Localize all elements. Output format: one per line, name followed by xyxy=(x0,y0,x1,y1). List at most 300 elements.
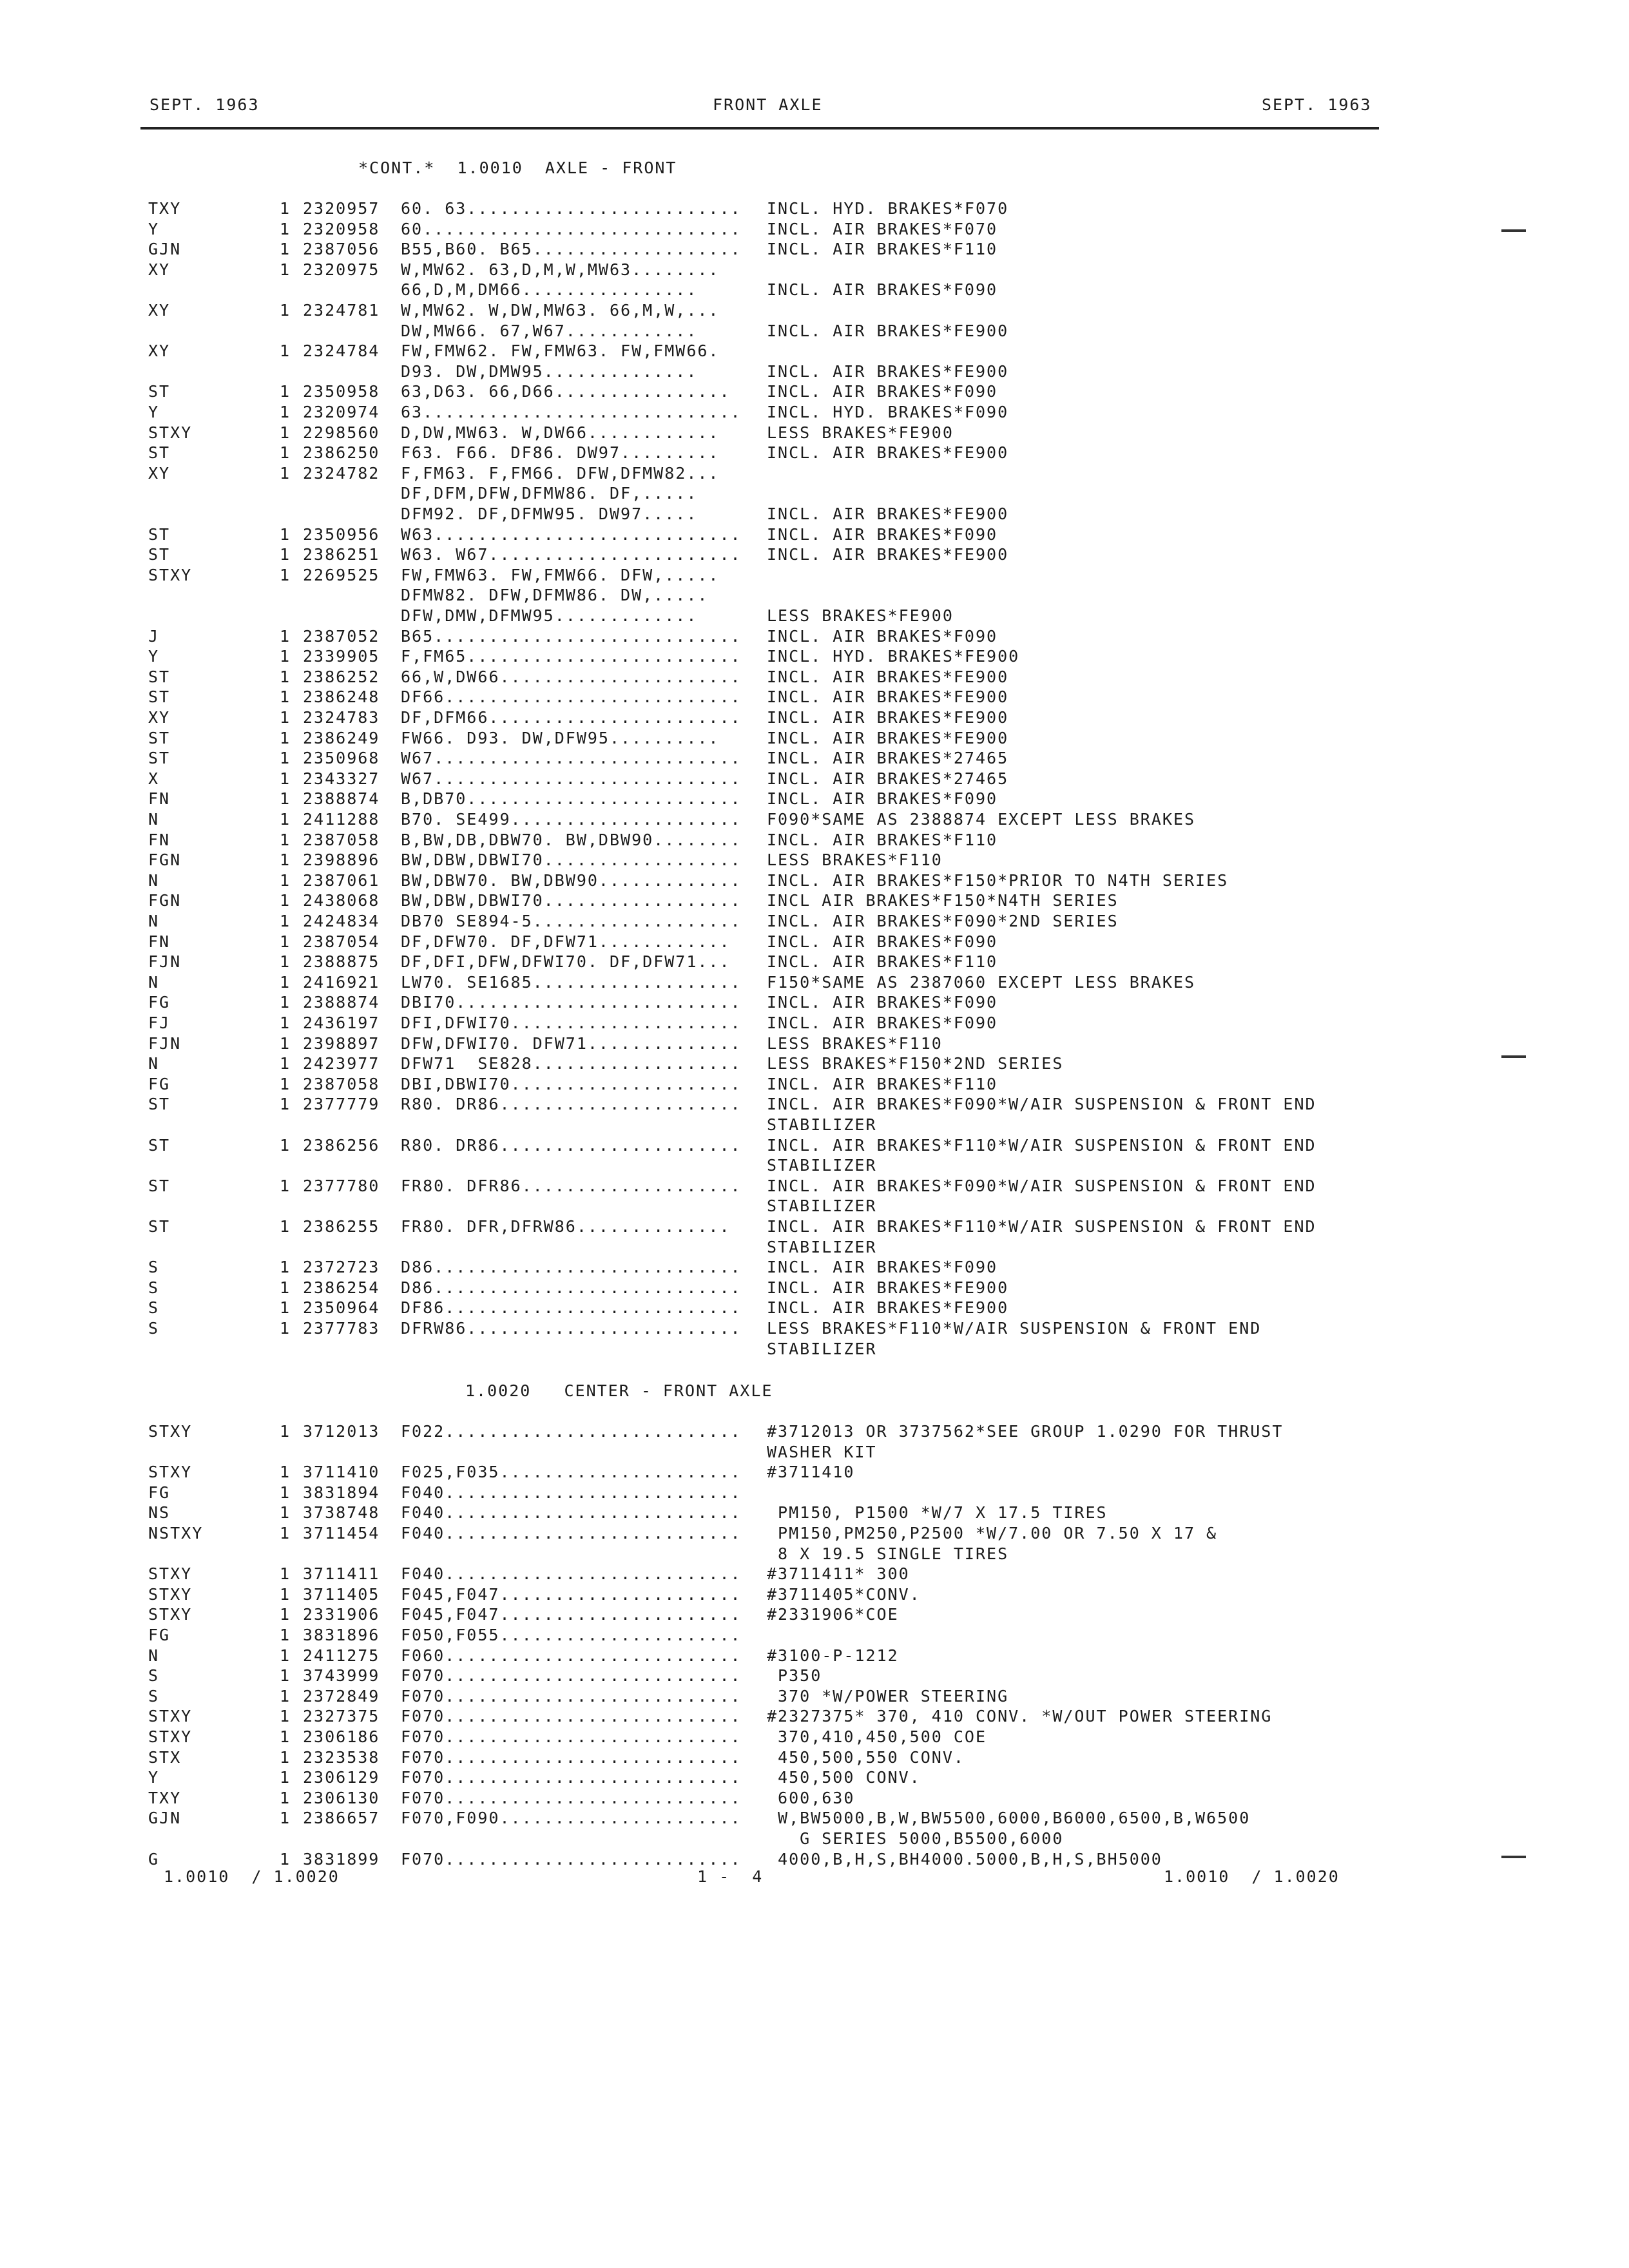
parts-line xyxy=(0,504,1629,524)
parts-line xyxy=(0,1094,1629,1115)
parts-line xyxy=(0,1604,1629,1625)
model-application: W63............................ xyxy=(401,524,742,544)
series-code: Y xyxy=(148,647,160,666)
quantity: 1 xyxy=(280,972,291,992)
description: LESS BRAKES*F110 xyxy=(767,850,943,870)
series-code: FGN xyxy=(148,891,182,910)
parts-line xyxy=(0,1666,1629,1686)
description: LESS BRAKES*F110*W/AIR SUSPENSION & FRONT END xyxy=(767,1319,1262,1338)
parts-line xyxy=(0,280,1629,300)
quantity: 1 xyxy=(280,749,291,768)
part-number: 2388874 xyxy=(303,993,380,1012)
part-number: 2423977 xyxy=(303,1054,380,1073)
series-code: ST xyxy=(148,524,171,544)
model-application: 63............................. xyxy=(401,403,742,421)
model-application: BW,DBW,DBWI70.................. xyxy=(401,850,742,870)
description: INCL. AIR BRAKES*FE900 xyxy=(767,728,1009,747)
parts-line xyxy=(0,1115,1629,1135)
model-application: F070........................... xyxy=(401,1768,742,1787)
parts-line xyxy=(0,850,1629,870)
model-application: F070,F090...................... xyxy=(401,1809,742,1828)
series-code: XY xyxy=(148,708,171,727)
description: LESS BRAKES*FE900 xyxy=(767,606,954,625)
model-application: W63. W67....................... xyxy=(401,545,742,564)
description: PM150, P1500 *W/7 X 17.5 TIRES xyxy=(767,1503,1108,1523)
parts-line xyxy=(0,830,1629,850)
part-number: 3712013 xyxy=(303,1422,380,1441)
quantity: 1 xyxy=(280,524,291,544)
model-application: D,DW,MW63. W,DW66............ xyxy=(401,423,720,442)
model-application: FR80. DFR,DFRW86.............. xyxy=(401,1217,731,1236)
parts-line xyxy=(0,1686,1629,1707)
quantity: 1 xyxy=(280,1707,291,1726)
header-title: FRONT AXLE xyxy=(713,95,823,114)
model-application: F040........................... xyxy=(401,1564,742,1584)
parts-line xyxy=(0,1706,1629,1727)
part-number: 2324783 xyxy=(303,708,380,727)
model-application: F045,F047...................... xyxy=(401,1605,742,1624)
model-application: F,FM65......................... xyxy=(401,647,742,666)
description: INCL. AIR BRAKES*F090 xyxy=(767,382,998,401)
description: INCL. AIR BRAKES*F110 xyxy=(767,952,998,972)
description: #3711411* 300 xyxy=(767,1564,910,1584)
quantity: 1 xyxy=(280,443,291,463)
part-number: 2411275 xyxy=(303,1646,380,1665)
quantity: 1 xyxy=(280,810,291,829)
series-code: STXY xyxy=(148,1605,193,1624)
series-code: ST xyxy=(148,687,171,707)
parts-line xyxy=(0,1646,1629,1666)
quantity: 1 xyxy=(280,1626,291,1644)
quantity: 1 xyxy=(280,1646,291,1665)
description: INCL. AIR BRAKES*FE900 xyxy=(767,1298,1009,1318)
series-code: ST xyxy=(148,1095,171,1114)
series-code: STX xyxy=(148,1747,182,1767)
parts-line xyxy=(0,198,1629,219)
quantity: 1 xyxy=(280,240,291,259)
model-application: 60............................. xyxy=(401,219,742,238)
model-application: DF,DFM,DFW,DFMW86. DF,..... xyxy=(401,484,698,503)
part-number: 2320975 xyxy=(303,260,380,279)
series-code: Y xyxy=(148,219,160,238)
part-number: 2269525 xyxy=(303,565,380,584)
parts-line xyxy=(0,911,1629,932)
model-application: 66,D,M,DM66................ xyxy=(401,280,698,300)
description: INCL. AIR BRAKES*FE900 xyxy=(767,708,1009,727)
part-number: 2386657 xyxy=(303,1809,380,1828)
part-number: 2339905 xyxy=(303,647,380,666)
model-application: DFW,DFWI70. DFW71.............. xyxy=(401,1033,742,1053)
part-number: 2438068 xyxy=(303,891,380,910)
model-application: DFRW86......................... xyxy=(401,1319,742,1338)
quantity: 1 xyxy=(280,1605,291,1624)
parts-line xyxy=(0,1625,1629,1646)
model-application: D86............................ xyxy=(401,1258,742,1277)
parts-line xyxy=(0,341,1629,361)
series-code: Y xyxy=(148,1768,160,1787)
parts-line xyxy=(0,932,1629,952)
description: LESS BRAKES*F150*2ND SERIES xyxy=(767,1054,1064,1073)
description: INCL. AIR BRAKES*F090 xyxy=(767,626,998,646)
description: INCL. AIR BRAKES*F090 xyxy=(767,789,998,809)
part-number: 2323538 xyxy=(303,1747,380,1767)
quantity: 1 xyxy=(280,1095,291,1114)
model-application: DF66........................... xyxy=(401,687,742,707)
part-number: 2306186 xyxy=(303,1727,380,1746)
description: INCL. AIR BRAKES*F110 xyxy=(767,1074,998,1093)
part-number: 2386249 xyxy=(303,728,380,747)
model-application: F070........................... xyxy=(401,1849,742,1869)
model-application: F070........................... xyxy=(401,1788,742,1807)
model-application: LW70. SE1685................... xyxy=(401,972,742,992)
parts-line xyxy=(0,789,1629,809)
series-code: GJN xyxy=(148,1809,182,1828)
parts-line xyxy=(0,972,1629,993)
model-application: FR80. DFR86.................... xyxy=(401,1176,742,1195)
description: INCL. AIR BRAKES*F090 xyxy=(767,524,998,544)
part-number: 2377783 xyxy=(303,1319,380,1338)
description: INCL. AIR BRAKES*F110*W/AIR SUSPENSION & FRONT END xyxy=(767,1217,1316,1236)
description: STABILIZER xyxy=(767,1156,877,1175)
parts-line xyxy=(0,565,1629,586)
part-number: 2436197 xyxy=(303,1014,380,1032)
series-code: X xyxy=(148,769,160,788)
description: INCL. AIR BRAKES*F150*PRIOR TO N4TH SERIES xyxy=(767,870,1229,890)
quantity: 1 xyxy=(280,647,291,666)
parts-line xyxy=(0,728,1629,749)
parts-line xyxy=(0,1442,1629,1463)
description: STABILIZER xyxy=(767,1115,877,1134)
part-number: 2387052 xyxy=(303,626,380,646)
quantity: 1 xyxy=(280,1768,291,1787)
quantity: 1 xyxy=(280,1298,291,1318)
description: INCL. AIR BRAKES*FE900 xyxy=(767,687,1009,707)
parts-line xyxy=(0,769,1629,789)
model-application: 60. 63......................... xyxy=(401,199,742,218)
quantity: 1 xyxy=(280,1319,291,1338)
parts-line xyxy=(0,1339,1629,1360)
description: INCL. AIR BRAKES*F110 xyxy=(767,830,998,849)
parts-line xyxy=(0,1278,1629,1298)
parts-line xyxy=(0,239,1629,260)
quantity: 1 xyxy=(280,463,291,483)
part-number: 2324782 xyxy=(303,463,380,483)
model-application: DFM92. DF,DFMW95. DW97..... xyxy=(401,505,698,523)
parts-line xyxy=(0,667,1629,687)
model-application: DFI,DFWI70..................... xyxy=(401,1014,742,1032)
series-code: FN xyxy=(148,789,171,809)
parts-line xyxy=(0,1808,1629,1829)
part-number: 2424834 xyxy=(303,912,380,930)
description: INCL. AIR BRAKES*F090*W/AIR SUSPENSION & FRONT END xyxy=(767,1176,1316,1195)
description: INCL. AIR BRAKES*FE900 xyxy=(767,545,1009,564)
model-application: DBI,DBWI70..................... xyxy=(401,1074,742,1093)
parts-line xyxy=(0,1053,1629,1074)
model-application: F040........................... xyxy=(401,1503,742,1523)
quantity: 1 xyxy=(280,1503,291,1523)
description: INCL. AIR BRAKES*FE900 xyxy=(767,505,1009,523)
series-code: ST xyxy=(148,545,171,564)
parts-line xyxy=(0,748,1629,769)
description: WASHER KIT xyxy=(767,1442,877,1461)
description: INCL AIR BRAKES*F150*N4TH SERIES xyxy=(767,891,1119,910)
description: #3711410 xyxy=(767,1463,855,1482)
series-code: J xyxy=(148,626,160,646)
model-application: D86............................ xyxy=(401,1278,742,1297)
series-code: XY xyxy=(148,301,171,320)
parts-line xyxy=(0,992,1629,1013)
footer-page-number: 1 - 4 xyxy=(697,1867,764,1886)
model-application: F040........................... xyxy=(401,1524,742,1542)
model-application: DF,DFW70. DF,DFW71............ xyxy=(401,932,731,951)
part-number: 2327375 xyxy=(303,1707,380,1726)
quantity: 1 xyxy=(280,382,291,401)
parts-line xyxy=(0,646,1629,667)
header-date-right: SEPT. 1963 xyxy=(1262,95,1372,114)
part-number: 2386254 xyxy=(303,1278,380,1297)
parts-line xyxy=(0,381,1629,402)
parts-line xyxy=(0,361,1629,382)
footer-group-right: 1.0010 / 1.0020 xyxy=(1164,1867,1340,1886)
part-number: 2411288 xyxy=(303,810,380,829)
parts-line xyxy=(0,402,1629,423)
parts-line xyxy=(0,544,1629,565)
part-number: 2306129 xyxy=(303,1768,380,1787)
part-number: 2398896 xyxy=(303,850,380,870)
description: 8 X 19.5 SINGLE TIRES xyxy=(767,1544,1009,1563)
model-application: B55,B60. B65................... xyxy=(401,240,742,259)
series-code: STXY xyxy=(148,1707,193,1726)
model-application: FW66. D93. DW,DFW95.......... xyxy=(401,728,720,747)
series-code: XY xyxy=(148,260,171,279)
parts-line xyxy=(0,463,1629,484)
model-application: DF,DFI,DFW,DFWI70. DF,DFW71... xyxy=(401,952,731,972)
quantity: 1 xyxy=(280,219,291,238)
model-application: R80. DR86...................... xyxy=(401,1095,742,1114)
part-number: 3711410 xyxy=(303,1463,380,1482)
parts-line xyxy=(0,1033,1629,1054)
quantity: 1 xyxy=(280,341,291,361)
part-number: 2387056 xyxy=(303,240,380,259)
part-number: 2320958 xyxy=(303,219,380,238)
series-code: FJN xyxy=(148,1033,182,1053)
quantity: 1 xyxy=(280,1422,291,1441)
parts-line xyxy=(0,1523,1629,1544)
quantity: 1 xyxy=(280,1584,291,1604)
parts-line xyxy=(0,300,1629,321)
parts-line xyxy=(0,1727,1629,1747)
description: INCL. AIR BRAKES*F090 xyxy=(767,280,998,300)
part-number: 3711405 xyxy=(303,1584,380,1604)
parts-line xyxy=(0,1421,1629,1442)
series-code: FGN xyxy=(148,850,182,870)
series-code: N xyxy=(148,1646,160,1665)
parts-line xyxy=(0,1013,1629,1033)
series-code: S xyxy=(148,1298,160,1318)
series-code: ST xyxy=(148,1176,171,1195)
description: #3711405*CONV. xyxy=(767,1584,921,1604)
series-code: S xyxy=(148,1258,160,1277)
quantity: 1 xyxy=(280,403,291,421)
quantity: 1 xyxy=(280,1014,291,1032)
series-code: STXY xyxy=(148,1463,193,1482)
quantity: 1 xyxy=(280,870,291,890)
quantity: 1 xyxy=(280,667,291,686)
series-code: ST xyxy=(148,667,171,686)
parts-line xyxy=(0,1237,1629,1258)
part-number: 2416921 xyxy=(303,972,380,992)
quantity: 1 xyxy=(280,789,291,809)
part-number: 2350964 xyxy=(303,1298,380,1318)
margin-mark xyxy=(1501,1856,1526,1858)
quantity: 1 xyxy=(280,1666,291,1686)
quantity: 1 xyxy=(280,1135,291,1155)
quantity: 1 xyxy=(280,830,291,849)
series-code: N xyxy=(148,972,160,992)
model-application: F070........................... xyxy=(401,1666,742,1686)
description: 370,410,450,500 COE xyxy=(767,1727,987,1746)
parts-line xyxy=(0,1544,1629,1564)
model-application: DF,DFM66....................... xyxy=(401,708,742,727)
description: 450,500 CONV. xyxy=(767,1768,921,1787)
parts-line xyxy=(0,1584,1629,1605)
model-application: F070........................... xyxy=(401,1686,742,1706)
quantity: 1 xyxy=(280,1483,291,1502)
description: INCL. AIR BRAKES*FE900 xyxy=(767,1278,1009,1297)
quantity: 1 xyxy=(280,993,291,1012)
description: PM150,PM250,P2500 *W/7.00 OR 7.50 X 17 & xyxy=(767,1524,1218,1542)
description: INCL. AIR BRAKES*27465 xyxy=(767,769,1009,788)
part-number: 3831896 xyxy=(303,1626,380,1644)
part-number: 2331906 xyxy=(303,1605,380,1624)
parts-line xyxy=(0,1176,1629,1196)
series-code: FN xyxy=(148,830,171,849)
part-number: 2387058 xyxy=(303,830,380,849)
quantity: 1 xyxy=(280,1258,291,1277)
description: LESS BRAKES*FE900 xyxy=(767,423,954,442)
parts-line xyxy=(0,606,1629,626)
description: #2331906*COE xyxy=(767,1605,899,1624)
series-code: NS xyxy=(148,1503,171,1523)
description: STABILIZER xyxy=(767,1196,877,1216)
part-number: 3711411 xyxy=(303,1564,380,1584)
series-code: STXY xyxy=(148,1727,193,1746)
series-code: STXY xyxy=(148,565,193,584)
series-code: N xyxy=(148,912,160,930)
quantity: 1 xyxy=(280,1278,291,1297)
model-application: FW,FMW63. FW,FMW66. DFW,..... xyxy=(401,565,720,584)
quantity: 1 xyxy=(280,199,291,218)
quantity: 1 xyxy=(280,728,291,747)
part-number: 2387058 xyxy=(303,1074,380,1093)
parts-line xyxy=(0,1503,1629,1523)
model-application: 66,W,DW66...................... xyxy=(401,667,742,686)
part-number: 2377780 xyxy=(303,1176,380,1195)
series-code: FG xyxy=(148,993,171,1012)
series-code: FN xyxy=(148,932,171,951)
part-number: 2398897 xyxy=(303,1033,380,1053)
part-number: 2350956 xyxy=(303,524,380,544)
series-code: STXY xyxy=(148,1422,193,1441)
parts-line xyxy=(0,219,1629,240)
part-number: 2324784 xyxy=(303,341,380,361)
part-number: 2343327 xyxy=(303,769,380,788)
model-application: W67............................ xyxy=(401,749,742,768)
model-application: D93. DW,DMW95.............. xyxy=(401,361,698,381)
part-number: 2386256 xyxy=(303,1135,380,1155)
quantity: 1 xyxy=(280,1809,291,1828)
series-code: S xyxy=(148,1686,160,1706)
quantity: 1 xyxy=(280,850,291,870)
section-title-center-front-axle: 1.0020 CENTER - FRONT AXLE xyxy=(465,1381,773,1400)
model-application: 63,D63. 66,D66................ xyxy=(401,382,731,401)
parts-line xyxy=(0,707,1629,728)
model-application: F040........................... xyxy=(401,1483,742,1502)
part-number: 2306130 xyxy=(303,1788,380,1807)
model-application: DFMW82. DFW,DFMW86. DW,..... xyxy=(401,586,709,605)
model-application: W,MW62. W,DW,MW63. 66,M,W,... xyxy=(401,301,720,320)
description: INCL. AIR BRAKES*F090 xyxy=(767,1258,998,1277)
parts-line xyxy=(0,1257,1629,1278)
quantity: 1 xyxy=(280,1849,291,1869)
description: G SERIES 5000,B5500,6000 xyxy=(767,1829,1064,1848)
description: INCL. AIR BRAKES*F110 xyxy=(767,240,998,259)
model-application: DFW,DMW,DFMW95............. xyxy=(401,606,698,625)
part-number: 2387061 xyxy=(303,870,380,890)
parts-line xyxy=(0,626,1629,647)
series-code: XY xyxy=(148,463,171,483)
series-code: NSTXY xyxy=(148,1524,204,1542)
parts-line xyxy=(0,1135,1629,1156)
description: INCL. HYD. BRAKES*F070 xyxy=(767,199,1009,218)
series-code: ST xyxy=(148,1217,171,1236)
part-number: 2350968 xyxy=(303,749,380,768)
quantity: 1 xyxy=(280,1217,291,1236)
header-date-left: SEPT. 1963 xyxy=(149,95,260,114)
description: STABILIZER xyxy=(767,1339,877,1358)
parts-line xyxy=(0,1216,1629,1237)
parts-line xyxy=(0,1829,1629,1849)
description: INCL. AIR BRAKES*FE900 xyxy=(767,361,1009,381)
model-application: F060........................... xyxy=(401,1646,742,1665)
description: LESS BRAKES*F110 xyxy=(767,1033,943,1053)
quantity: 1 xyxy=(280,891,291,910)
parts-line xyxy=(0,423,1629,443)
series-code: TXY xyxy=(148,1788,182,1807)
series-code: FG xyxy=(148,1074,171,1093)
series-code: N xyxy=(148,870,160,890)
series-code: GJN xyxy=(148,240,182,259)
parts-line xyxy=(0,870,1629,891)
description: INCL. AIR BRAKES*F090 xyxy=(767,932,998,951)
part-number: 2350958 xyxy=(303,382,380,401)
series-code: N xyxy=(148,810,160,829)
series-code: S xyxy=(148,1278,160,1297)
description: INCL. AIR BRAKES*FE900 xyxy=(767,321,1009,340)
quantity: 1 xyxy=(280,1727,291,1746)
part-number: 2387054 xyxy=(303,932,380,951)
description: 600,630 xyxy=(767,1788,855,1807)
model-application: DBI70.......................... xyxy=(401,993,742,1012)
part-number: 2324781 xyxy=(303,301,380,320)
parts-line xyxy=(0,1788,1629,1809)
parts-line xyxy=(0,890,1629,911)
part-number: 3711454 xyxy=(303,1524,380,1542)
description: INCL. AIR BRAKES*F090 xyxy=(767,993,998,1012)
description: #2327375* 370, 410 CONV. *W/OUT POWER STEERING xyxy=(767,1707,1273,1726)
description: INCL. AIR BRAKES*F090 xyxy=(767,1014,998,1032)
parts-line xyxy=(0,260,1629,280)
